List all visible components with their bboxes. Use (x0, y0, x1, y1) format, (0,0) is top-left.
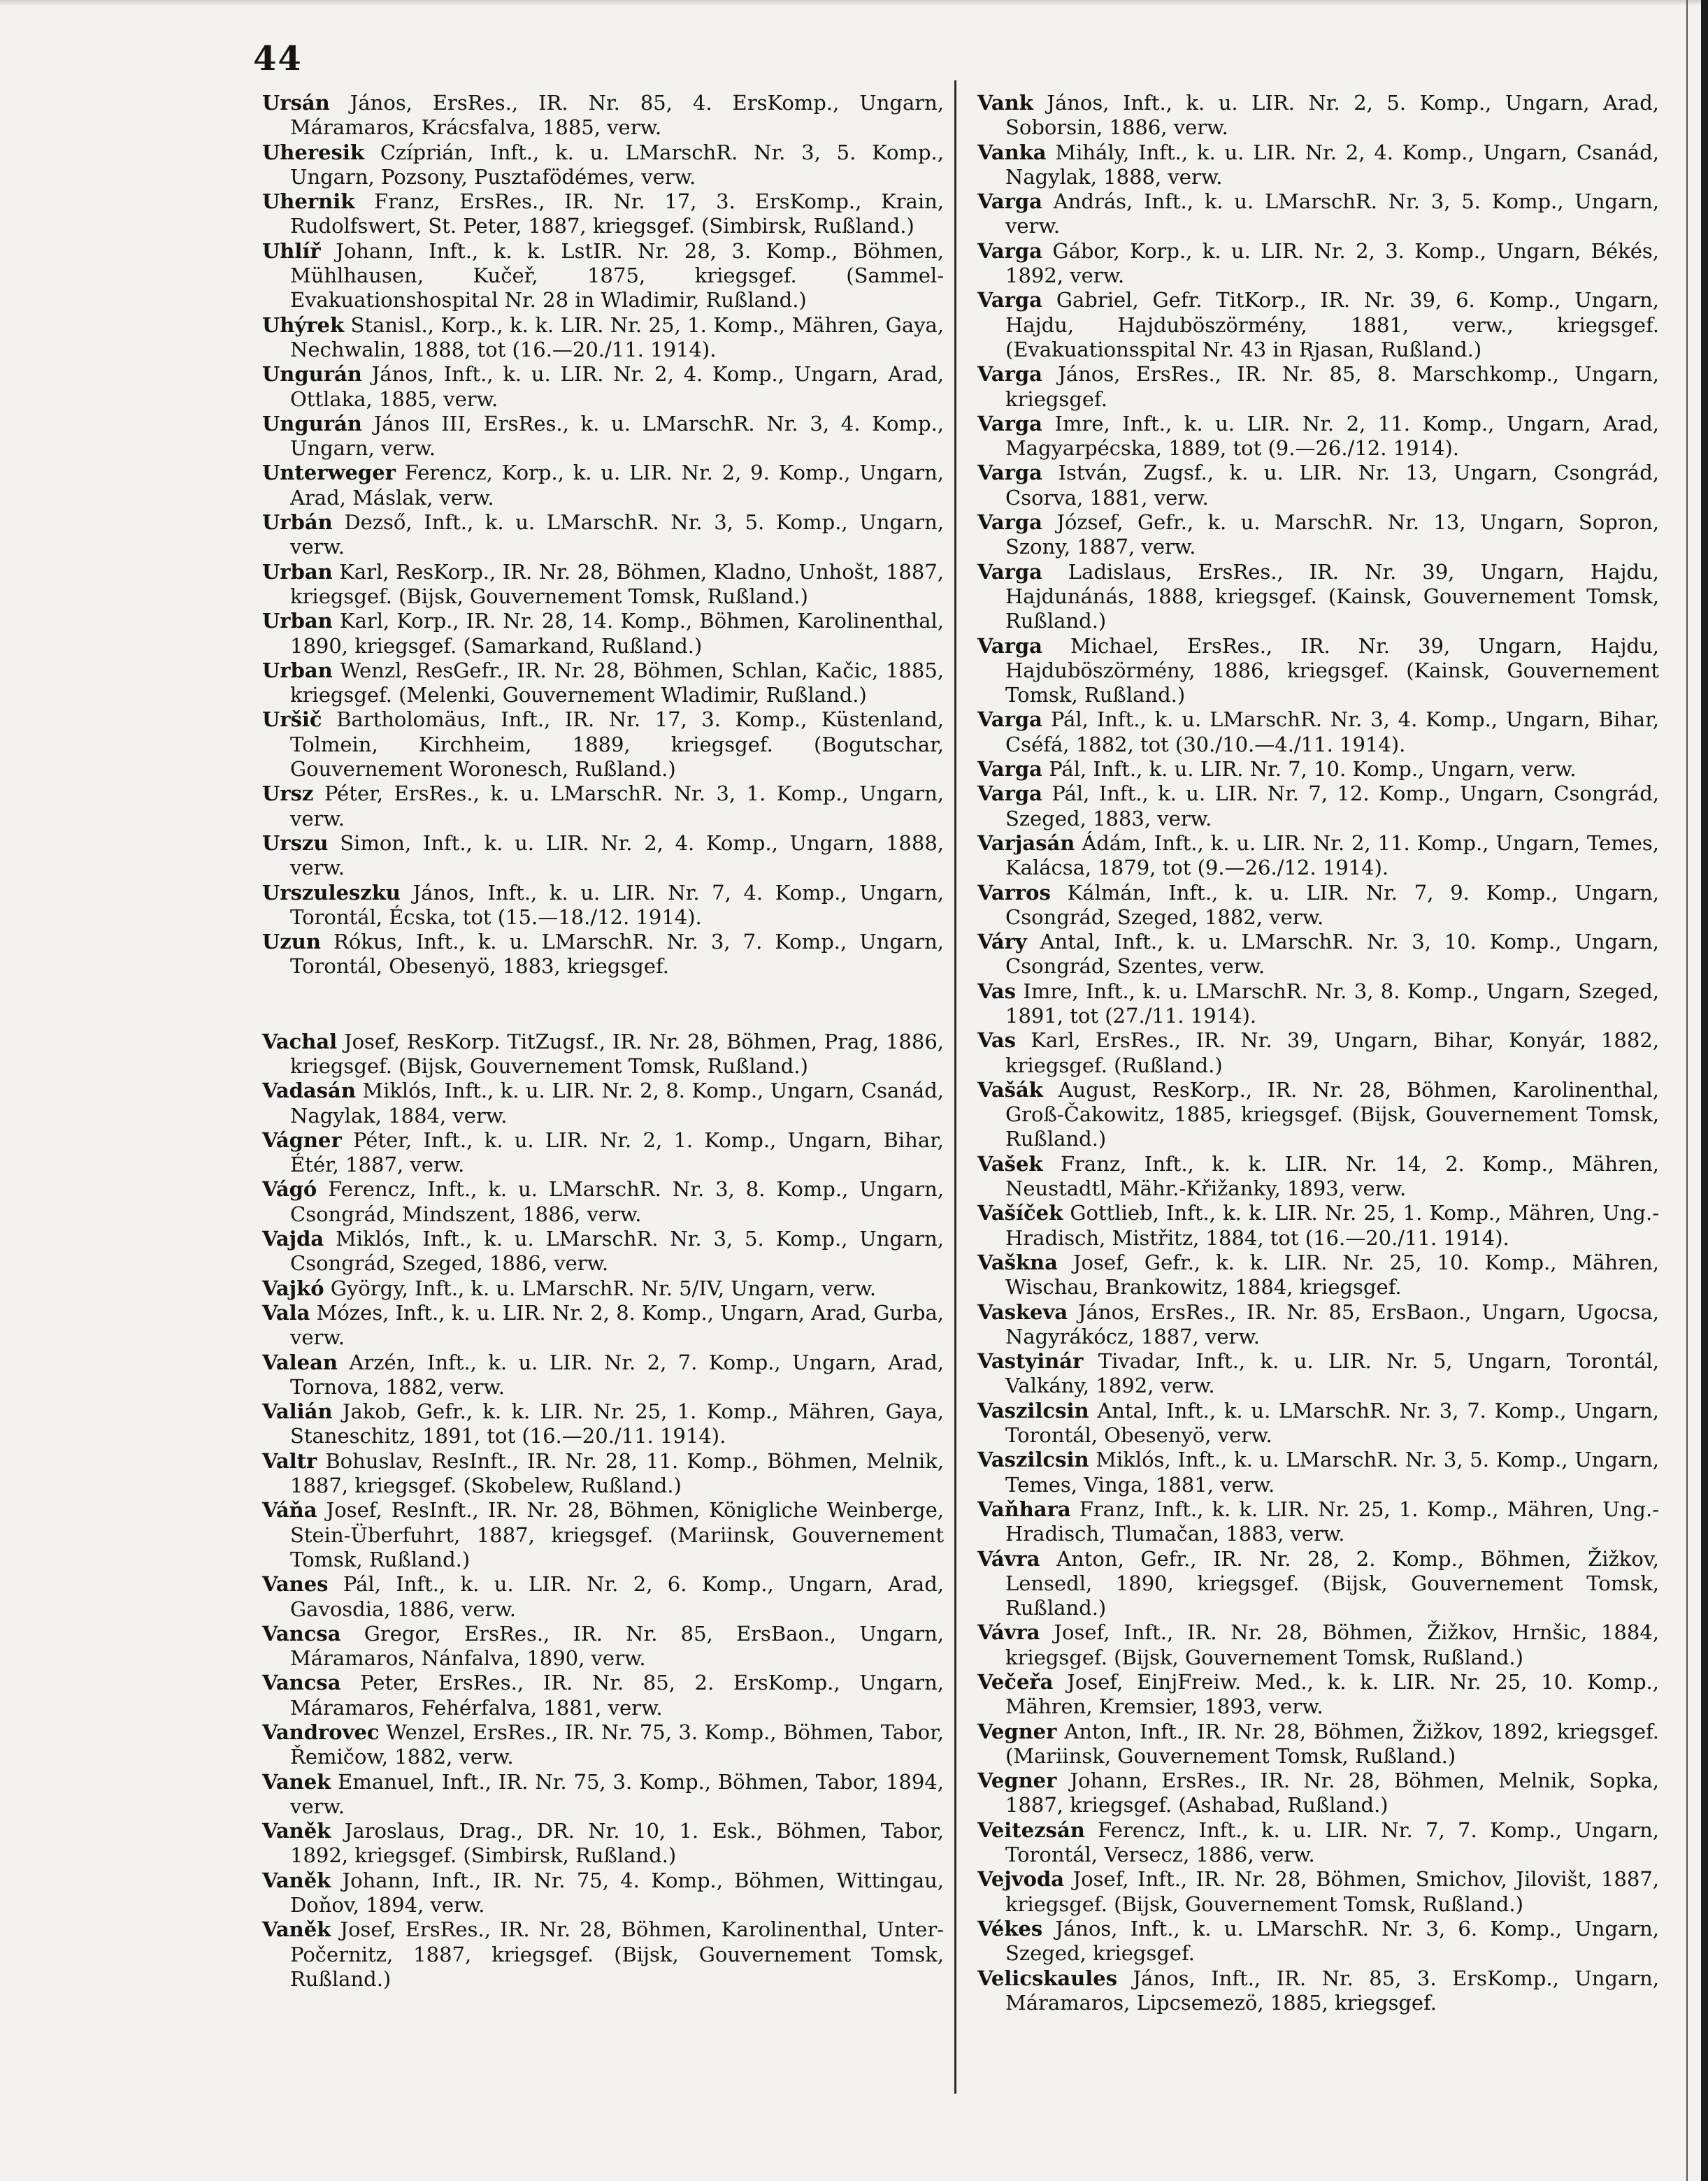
entry-details: Antal, Inft., k. u. LMarschR. Nr. 3, 7. Komp., Ungarn, Torontál, Obesenyö, verw. (1005, 1398, 1659, 1448)
entry-details: János, ErsRes., IR. Nr. 85, ErsBaon., Ungarn, Ugocsa, Nagyrákócz, 1887, verw. (1005, 1300, 1659, 1348)
entry-details: Tivadar, Inft., k. u. LIR. Nr. 5, Ungarn, Torontál, Valkány, 1892, verw. (1005, 1349, 1659, 1398)
entry-surname: Varga (977, 510, 1042, 535)
casualty-entry (262, 362, 944, 412)
scan-right-edge (1701, 0, 1708, 2181)
casualty-entry (977, 91, 1659, 141)
casualty-entry (977, 1152, 1659, 1202)
entry-details: Mózes, Inft., k. u. LIR. Nr. 2, 8. Komp., Ungarn, Arad, Gurba, verw. (290, 1300, 944, 1350)
entry-surname: Vajda (262, 1227, 324, 1251)
entry-details: Miklós, Inft., k. u. LIR. Nr. 2, 8. Komp., Ungarn, Csanád, Nagylak, 1884, verw. (290, 1079, 945, 1128)
entry-details: Ferencz, Inft., k. u. LIR. Nr. 7, 7. Komp., Ungarn, Torontál, Versecz, 1886, verw. (1005, 1818, 1659, 1867)
entry-details: Karl, ErsRes., IR. Nr. 39, Ungarn, Bihar, Konyár, 1882, kriegsgef. (Rußland.) (1005, 1028, 1659, 1077)
entry-surname: Varga (977, 189, 1042, 214)
section-gap (262, 979, 944, 1030)
entry-surname: Vaněk (262, 1917, 331, 1942)
entry-details: József, Gefr., k. u. MarschR. Nr. 13, Ungarn, Sopron, Szony, 1887, verw. (1005, 510, 1659, 559)
casualty-entry (262, 1128, 944, 1178)
entry-details: Gottlieb, Inft., k. k. LIR. Nr. 25, 1. Komp., Mähren, Ung.-Hradisch, Mistřitz, 1884, tot (16.—20./11. 1914). (1005, 1201, 1659, 1250)
casualty-entry (262, 1819, 944, 1869)
entry-details: Antal, Inft., k. u. LMarschR. Nr. 3, 10. Komp., Ungarn, Csongrád, Szentes, verw. (1005, 930, 1659, 979)
entry-surname: Vandrovec (262, 1720, 380, 1744)
casualty-entry (977, 288, 1659, 362)
entry-details: János, ErsRes., IR. Nr. 85, 4. ErsKomp., Ungarn, Máramaros, Krácsfalva, 1885, verw. (290, 91, 945, 140)
casualty-entry (977, 1769, 1659, 1818)
entry-details: János, ErsRes., IR. Nr. 85, 8. Marschkomp., Ungarn, kriegsgef. (1005, 362, 1660, 411)
casualty-entry (262, 1671, 944, 1720)
entry-surname: Vadasán (262, 1079, 356, 1103)
entry-details: Mihály, Inft., k. u. LIR. Nr. 2, 4. Komp., Ungarn, Csanád, Nagylak, 1888, verw. (1005, 140, 1659, 189)
casualty-entry (262, 782, 944, 831)
entry-details: Josef, ErsRes., IR. Nr. 28, Böhmen, Karolinenthal, Unter-Počernitz, 1887, kriegsgef. (Bijsk, Gouvernement Tomsk, Rußland.) (290, 1917, 944, 1991)
entry-surname: Vávra (977, 1546, 1040, 1571)
entry-details: János, Inft., k. u. LMarschR. Nr. 3, 6. Komp., Ungarn, Szeged, kriegsgef. (1005, 1916, 1660, 1966)
entry-details: Michael, ErsRes., IR. Nr. 39, Ungarn, Hajdu, Hajduböszörmény, 1886, kriegsgef. (Kainsk, Gouvernement Tomsk, Rußland.) (1005, 633, 1660, 707)
casualty-entry (977, 831, 1659, 881)
entry-details: Karl, ResKorp., IR. Nr. 28, Böhmen, Kladno, Unhošt, 1887, kriegsgef. (Bijsk, Gouvernement Tomsk, Rußland.) (290, 559, 944, 608)
entry-details: Johann, ErsRes., IR. Nr. 28, Böhmen, Melnik, Sopka, 1887, kriegsgef. (Ashabad, Rußland.) (1005, 1769, 1659, 1818)
entry-surname: Velicskaules (977, 1966, 1118, 1990)
entry-details: Ferencz, Inft., k. u. LMarschR. Nr. 3, 8. Komp., Ungarn, Csongrád, Mindszent, 1886, verw. (290, 1177, 944, 1226)
casualty-entry (262, 1301, 944, 1351)
casualty-entry (977, 1399, 1659, 1448)
entry-details: István, Zugsf., k. u. LIR. Nr. 13, Ungarn, Csongrád, Csorva, 1881, verw. (1005, 461, 1659, 510)
casualty-entry (977, 1349, 1659, 1399)
casualty-entry (977, 239, 1659, 289)
entry-details: Péter, Inft., k. u. LIR. Nr. 2, 1. Komp., Ungarn, Bihar, Étér, 1887, verw. (290, 1128, 945, 1177)
casualty-entry (262, 1917, 944, 1992)
entry-details: Pál, Inft., k. u. LIR. Nr. 2, 6. Komp., Ungarn, Arad, Gavosdia, 1886, verw. (290, 1572, 944, 1621)
casualty-entry (262, 510, 944, 560)
casualty-entry (262, 831, 944, 881)
entry-details: Ádám, Inft., k. u. LIR. Nr. 2, 11. Komp., Ungarn, Temes, Kalácsa, 1879, tot (9.—26./12. 1914). (1005, 830, 1660, 880)
casualty-entry (262, 1227, 944, 1276)
casualty-entry (977, 782, 1659, 831)
entry-details: August, ResKorp., IR. Nr. 28, Böhmen, Karolinenthal, Groß-Čakowitz, 1885, kriegsgef. (Bijsk, Gouvernement Tomsk, Rußland.) (1005, 1077, 1660, 1151)
casualty-entry (262, 881, 944, 930)
entry-details: Johann, Inft., IR. Nr. 75, 4. Komp., Böhmen, Wittingau, Doňov, 1894, verw. (290, 1868, 945, 1917)
entry-details: Josef, ResInft., IR. Nr. 28, Böhmen, Königliche Weinberge, Stein-Überfuhrt, 1887, kriegsgef. (Mariinsk, Gouvernement Tomsk, Rußland.) (290, 1498, 944, 1571)
entry-details: Wenzl, ResGefr., IR. Nr. 28, Böhmen, Schlan, Kačic, 1885, kriegsgef. (Melenki, Gouvernement Wladimir, Rußland.) (290, 658, 944, 707)
casualty-entry (977, 1966, 1659, 2016)
entry-details: János III, ErsRes., k. u. LMarschR. Nr. 3, 4. Komp., Ungarn, verw. (290, 411, 945, 461)
entry-details: Simon, Inft., k. u. LIR. Nr. 2, 4. Komp., Ungarn, 1888, verw. (290, 830, 945, 880)
entry-surname: Urban (262, 658, 333, 682)
entry-surname: Varga (977, 288, 1042, 312)
scan-top-edge (0, 0, 1708, 6)
entry-details: Gregor, ErsRes., IR. Nr. 85, ErsBaon., Ungarn, Máramaros, Nánfalva, 1890, verw. (290, 1621, 945, 1671)
entry-surname: Veitezsán (977, 1818, 1085, 1842)
entry-surname: Vágó (262, 1177, 317, 1202)
casualty-entry (262, 141, 944, 190)
entry-details: Pál, Inft., k. u. LIR. Nr. 7, 10. Komp., Ungarn, verw. (1049, 757, 1577, 782)
casualty-entry (977, 1300, 1659, 1350)
casualty-entry (977, 560, 1659, 634)
casualty-entry (262, 412, 944, 461)
casualty-entry (262, 1622, 944, 1671)
entry-surname: Urban (262, 609, 333, 633)
entry-surname: Varga (977, 707, 1042, 732)
entry-details: Josef, EinjFreiw. Med., k. k. LIR. Nr. 25, 10. Komp., Mähren, Kremsier, 1893, verw. (1005, 1670, 1659, 1719)
entry-details: Josef, Inft., IR. Nr. 28, Böhmen, Žižkov, Hrnšic, 1884, kriegsgef. (Bijsk, Gouvernement Tomsk, Rußland.) (1005, 1620, 1659, 1669)
entry-surname: Vašák (977, 1077, 1043, 1102)
entry-surname: Vaněk (262, 1819, 331, 1843)
entry-surname: Valean (262, 1350, 338, 1374)
entry-surname: Varga (977, 757, 1042, 782)
entry-surname: Vegner (977, 1719, 1057, 1743)
entry-surname: Ungurán (262, 411, 362, 436)
entry-details: Franz, Inft., k. k. LIR. Nr. 25, 1. Komp., Mähren, Ung.-Hradisch, Tlumačan, 1883, verw. (1005, 1497, 1660, 1546)
entry-details: Miklós, Inft., k. u. LMarschR. Nr. 3, 5. Komp., Ungarn, Csongrád, Szeged, 1886, verw. (290, 1227, 945, 1276)
entry-details: Czíprián, Inft., k. u. LMarschR. Nr. 3, 5. Komp., Ungarn, Pozsony, Pusztafödémes, verw. (290, 140, 944, 189)
entry-details: Bohuslav, ResInft., IR. Nr. 28, 11. Komp., Böhmen, Melnik, 1887, kriegsgef. (Skobelew, Rußland.) (290, 1448, 945, 1498)
entry-details: Stanisl., Korp., k. k. LIR. Nr. 25, 1. Komp., Mähren, Gaya, Nechwalin, 1888, tot (16.—20./11. 1914). (290, 312, 945, 361)
casualty-entry (262, 1498, 944, 1572)
entry-surname: Varga (977, 782, 1042, 806)
casualty-entry (977, 1917, 1659, 1966)
entry-surname: Vajkó (262, 1276, 324, 1300)
entry-surname: Urszuleszku (262, 880, 401, 905)
entry-surname: Urbán (262, 510, 333, 535)
casualty-entry (977, 634, 1659, 708)
entry-surname: Vejvoda (977, 1867, 1065, 1892)
page-number: 44 (253, 39, 303, 78)
entry-surname: Uhernik (262, 189, 355, 214)
casualty-entry (977, 1867, 1659, 1917)
casualty-entry (262, 1770, 944, 1820)
entry-surname: Vaněk (262, 1868, 331, 1892)
entry-details: Gábor, Korp., k. u. LIR. Nr. 2, 3. Komp., Ungarn, Békés, 1892, verw. (1005, 238, 1660, 288)
entry-details: Jaroslaus, Drag., DR. Nr. 10, 1. Esk., Böhmen, Tabor, 1892, kriegsgef. (Simbirsk, Rußland.) (290, 1819, 945, 1868)
entry-details: Franz, Inft., k. k. LIR. Nr. 14, 2. Komp., Mähren, Neustadtl, Mähr.-Křižanky, 1893, verw. (1005, 1151, 1660, 1201)
entry-details: Ferencz, Korp., k. u. LIR. Nr. 2, 9. Komp., Ungarn, Arad, Máslak, verw. (290, 461, 944, 510)
casualty-entry (977, 461, 1659, 510)
casualty-entry (977, 1497, 1659, 1547)
entry-surname: Urszu (262, 830, 329, 855)
entry-surname: Vastyinár (977, 1349, 1084, 1374)
entry-details: Josef, ResKorp. TitZugsf., IR. Nr. 28, Böhmen, Prag, 1886, kriegsgef. (Bijsk, Gouvernement Tomsk, Rußland.) (290, 1029, 945, 1078)
casualty-entry (262, 1351, 944, 1400)
casualty-entry (262, 1030, 944, 1079)
entry-surname: Varga (977, 559, 1042, 584)
casualty-entry (977, 1201, 1659, 1251)
entry-surname: Ungurán (262, 362, 362, 387)
casualty-entry (262, 1869, 944, 1918)
right-column (977, 91, 1659, 2015)
casualty-entry (262, 930, 944, 979)
entry-details: János, Inft., k. u. LIR. Nr. 2, 5. Komp., Ungarn, Arad, Soborsin, 1886, verw. (1005, 91, 1660, 140)
entry-surname: Vaszilcsin (977, 1448, 1089, 1472)
entry-details: Gabriel, Gefr. TitKorp., IR. Nr. 39, 6. Komp., Ungarn, Hajdu, Hajduböszörmény, 1881, verw., kriegsgef. (Evakuationsspital Nr. 43 in Rjasan, Rußland.) (1005, 288, 1660, 361)
entry-surname: Varjasán (977, 830, 1075, 855)
casualty-entry (262, 658, 944, 708)
entry-details: Bartholomäus, Inft., IR. Nr. 17, 3. Komp., Küstenland, Tolmein, Kirchheim, 1889, kriegsgef. (Bogutschar, Gouvernement Woronesch, Rußland.) (290, 707, 945, 782)
entry-surname: Vaszilcsin (977, 1398, 1089, 1423)
entry-surname: Vancsa (262, 1671, 341, 1695)
casualty-entry (977, 1028, 1659, 1078)
entry-details: Arzén, Inft., k. u. LIR. Nr. 2, 7. Komp., Ungarn, Arad, Tornova, 1882, verw. (290, 1350, 945, 1399)
casualty-entry (977, 1448, 1659, 1497)
casualty-entry (977, 1620, 1659, 1670)
casualty-entry (262, 1399, 944, 1449)
casualty-entry (262, 1079, 944, 1128)
scan-edge-line (1686, 0, 1688, 2181)
left-column (262, 91, 944, 1992)
entry-surname: Varga (977, 633, 1042, 658)
casualty-entry (262, 1449, 944, 1499)
casualty-entry (262, 239, 944, 313)
casualty-entry (977, 1547, 1659, 1621)
entry-details: Péter, ErsRes., k. u. LMarschR. Nr. 3, 1. Komp., Ungarn, verw. (290, 782, 945, 830)
casualty-entry (977, 1251, 1659, 1300)
entry-surname: Vas (977, 979, 1016, 1003)
entry-details: Josef, Gefr., k. k. LIR. Nr. 25, 10. Komp., Mähren, Wischau, Brankowitz, 1884, kriegsgef. (1005, 1250, 1660, 1300)
entry-surname: Valtr (262, 1448, 317, 1473)
entry-surname: Uhýrek (262, 312, 345, 337)
entry-surname: Vaškna (977, 1250, 1058, 1274)
entry-surname: Urban (262, 559, 333, 584)
entry-surname: Vas (977, 1028, 1016, 1053)
entry-details: János, Inft., IR. Nr. 85, 3. ErsKomp., Ungarn, Máramaros, Lipcsemezö, 1885, kriegsgef. (1005, 1966, 1659, 2015)
casualty-entry (262, 1276, 944, 1301)
entry-surname: Uzun (262, 930, 321, 954)
entry-surname: Ursz (262, 782, 314, 806)
casualty-entry (262, 1572, 944, 1622)
entry-details: Emanuel, Inft., IR. Nr. 75, 3. Komp., Böhmen, Tabor, 1894, verw. (290, 1769, 944, 1818)
casualty-entry (977, 141, 1659, 190)
entry-surname: Varga (977, 411, 1042, 436)
entry-surname: Valián (262, 1399, 333, 1424)
casualty-entry (977, 510, 1659, 560)
entry-details: András, Inft., k. u. LMarschR. Nr. 3, 5. Komp., Ungarn, verw. (1005, 189, 1659, 238)
entry-details: Miklós, Inft., k. u. LMarschR. Nr. 3, 5. Komp., Ungarn, Temes, Vinga, 1881, verw. (1005, 1448, 1660, 1497)
entry-details: Karl, Korp., IR. Nr. 28, 14. Komp., Böhmen, Karolinenthal, 1890, kriegsgef. (Samarkand, Rußland.) (290, 609, 945, 658)
entry-surname: Vanka (977, 140, 1047, 164)
entry-surname: Vancsa (262, 1621, 341, 1646)
casualty-entry (262, 560, 944, 610)
entry-details: Anton, Gefr., IR. Nr. 28, 2. Komp., Böhmen, Žižkov, Lensedl, 1890, kriegsgef. (Bijsk, Gouvernement Tomsk, Rußland.) (1005, 1546, 1659, 1620)
entry-details: Wenzel, ErsRes., IR. Nr. 75, 3. Komp., Böhmen, Tabor, Řemičow, 1882, verw. (290, 1720, 944, 1769)
entry-surname: Uhlíř (262, 238, 321, 263)
entry-surname: Večeřa (977, 1670, 1054, 1694)
casualty-entry (977, 1818, 1659, 1868)
entry-surname: Vank (977, 91, 1033, 115)
entry-surname: Vanes (262, 1572, 329, 1597)
entry-details: Imre, Inft., k. u. LIR. Nr. 2, 11. Komp., Ungarn, Arad, Magyarpécska, 1889, tot (9.—26./12. 1914). (1005, 411, 1659, 461)
entry-details: Franz, ErsRes., IR. Nr. 17, 3. ErsKomp., Krain, Rudolfswert, St. Peter, 1887, kriegsgef. (Simbirsk, Rußland.) (290, 189, 944, 238)
entry-surname: Varga (977, 362, 1042, 387)
entry-surname: Váňa (262, 1498, 317, 1523)
entry-details: Johann, Inft., k. k. LstIR. Nr. 28, 3. Komp., Böhmen, Mühlhausen, Kučeř, 1875, kriegsgef. (Sammel-Evakuationshospital Nr. 28 in Wladimir, Rußland.) (290, 238, 945, 312)
entry-surname: Vaskeva (977, 1300, 1068, 1324)
entry-details: Pál, Inft., k. u. LIR. Nr. 7, 12. Komp., Ungarn, Csongrád, Szeged, 1883, verw. (1005, 782, 1659, 830)
entry-details: János, Inft., k. u. LIR. Nr. 7, 4. Komp., Ungarn, Torontál, Écska, tot (15.—18./12. 1914). (290, 880, 944, 929)
entry-details: Anton, Inft., IR. Nr. 28, Böhmen, Žižkov, 1892, kriegsgef. (Mariinsk, Gouvernement Tomsk, Rußland.) (1005, 1719, 1659, 1768)
entry-surname: Vágner (262, 1128, 342, 1152)
entry-details: Rókus, Inft., k. u. LMarschR. Nr. 3, 7. Komp., Ungarn, Torontál, Obesenyö, 1883, kriegsgef. (290, 930, 944, 979)
casualty-entry (262, 1177, 944, 1227)
entry-details: János, Inft., k. u. LIR. Nr. 2, 4. Komp., Ungarn, Arad, Ottlaka, 1885, verw. (290, 362, 945, 411)
entry-surname: Váry (977, 930, 1027, 954)
entry-surname: Unterweger (262, 461, 396, 485)
casualty-entry (977, 362, 1659, 412)
entry-details: Dezső, Inft., k. u. LMarschR. Nr. 3, 5. Komp., Ungarn, verw. (290, 510, 944, 559)
entry-surname: Vašíček (977, 1201, 1063, 1225)
entry-surname: Vékes (977, 1916, 1043, 1941)
entry-details: Jakob, Gefr., k. k. LIR. Nr. 25, 1. Komp., Mähren, Gaya, Staneschitz, 1891, tot (16.—20./11. 1914). (290, 1399, 944, 1448)
casualty-entry (977, 1078, 1659, 1152)
column-divider (954, 80, 956, 2094)
entry-surname: Vachal (262, 1029, 338, 1053)
entry-surname: Vegner (977, 1769, 1057, 1793)
entry-details: Peter, ErsRes., IR. Nr. 85, 2. ErsKomp., Ungarn, Máramaros, Fehérfalva, 1881, verw. (290, 1671, 944, 1720)
casualty-entry (977, 757, 1659, 782)
entry-surname: Vala (262, 1300, 310, 1325)
casualty-entry (977, 881, 1659, 930)
entry-details: Ladislaus, ErsRes., IR. Nr. 39, Ungarn, Hajdu, Hajdunánás, 1888, kriegsgef. (Kainsk, Gouvernement Tomsk, Rußland.) (1005, 559, 1660, 633)
entry-surname: Vaňhara (977, 1497, 1071, 1521)
entry-details: Pál, Inft., k. u. LMarschR. Nr. 3, 4. Komp., Ungarn, Bihar, Cséfá, 1882, tot (30./10.—4./11. 1914). (1005, 707, 1659, 756)
casualty-entry (977, 1720, 1659, 1769)
entry-surname: Ursán (262, 91, 330, 115)
casualty-entry (977, 979, 1659, 1029)
entry-surname: Uheresik (262, 140, 364, 164)
casualty-entry (977, 189, 1659, 239)
entry-surname: Vávra (977, 1620, 1040, 1645)
entry-details: Imre, Inft., k. u. LMarschR. Nr. 3, 8. Komp., Ungarn, Szeged, 1891, tot (27./11. 1914). (1005, 979, 1660, 1028)
entry-details: György, Inft., k. u. LMarschR. Nr. 5/IV, Ungarn, verw. (330, 1276, 877, 1300)
casualty-entry (262, 707, 944, 782)
entry-surname: Varga (977, 238, 1042, 263)
entry-surname: Vanek (262, 1769, 331, 1794)
casualty-entry (977, 707, 1659, 757)
casualty-entry (262, 313, 944, 363)
casualty-entry (262, 461, 944, 510)
entry-surname: Varga (977, 461, 1042, 485)
casualty-entry (262, 609, 944, 658)
casualty-entry (262, 91, 944, 141)
casualty-entry (977, 930, 1659, 979)
entry-surname: Vašek (977, 1151, 1043, 1176)
casualty-entry (977, 1670, 1659, 1720)
casualty-entry (262, 189, 944, 239)
entry-surname: Varros (977, 880, 1051, 905)
casualty-entry (262, 1720, 944, 1770)
casualty-entry (977, 412, 1659, 461)
entry-details: Kálmán, Inft., k. u. LIR. Nr. 7, 9. Komp., Ungarn, Csongrád, Szeged, 1882, verw. (1005, 880, 1659, 929)
entry-surname: Uršič (262, 707, 322, 732)
entry-details: Josef, Inft., IR. Nr. 28, Böhmen, Smichov, Jilovišt, 1887, kriegsgef. (Bijsk, Gouvernement Tomsk, Rußland.) (1005, 1867, 1660, 1916)
